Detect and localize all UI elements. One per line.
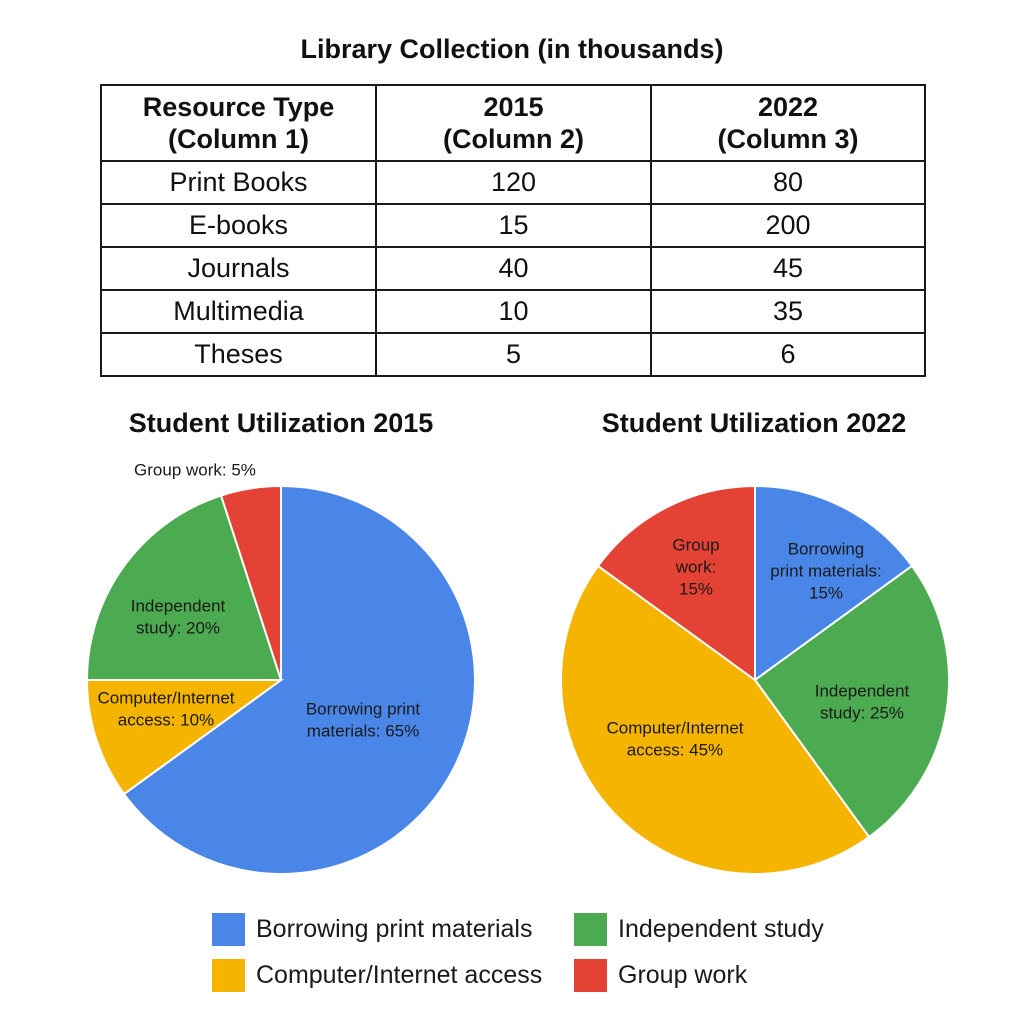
header-line: (Column 3) xyxy=(717,124,859,154)
slice-label: Computer/Internet access: 10% xyxy=(97,688,235,730)
table-cell: 40 xyxy=(376,247,651,290)
legend-item xyxy=(574,958,747,992)
legend-swatch xyxy=(212,959,245,992)
pie-2022 xyxy=(561,486,949,874)
header-line: 2015 xyxy=(483,92,544,122)
legend-label: Computer/Internet access xyxy=(256,960,543,989)
table-cell: 35 xyxy=(651,290,925,333)
legend-item xyxy=(212,958,542,992)
legend-item xyxy=(574,912,824,946)
table-cell: 10 xyxy=(376,290,651,333)
slice-label: Borrowing print materials: 65% xyxy=(305,699,421,741)
legend-item xyxy=(212,912,533,946)
legend-label: Independent study xyxy=(618,914,824,943)
slice-label: Computer/Internet access: 45% xyxy=(606,718,744,760)
table-cell: Print Books xyxy=(101,161,376,204)
legend-swatch xyxy=(574,959,607,992)
legend-swatch xyxy=(212,913,245,946)
table-cell: 45 xyxy=(651,247,925,290)
table-cell: E-books xyxy=(101,204,376,247)
legend xyxy=(212,910,852,1000)
table-cell: 15 xyxy=(376,204,651,247)
header-line: (Column 2) xyxy=(443,124,584,154)
slice-label: Borrowing print materials: 15% xyxy=(770,539,882,603)
table-cell: 6 xyxy=(651,333,925,376)
table-cell: 200 xyxy=(651,204,925,247)
slice-label: Independent study: 25% xyxy=(814,681,910,723)
pie-title-2015: Student Utilization 2015 xyxy=(128,408,434,438)
table-cell: 5 xyxy=(376,333,651,376)
legend-label: Borrowing print materials xyxy=(256,914,533,943)
table-cell: Multimedia xyxy=(101,290,376,333)
table-title: Library Collection (in thousands) xyxy=(300,34,724,64)
pie-title-2022: Student Utilization 2022 xyxy=(601,408,907,438)
header-line: 2022 xyxy=(757,92,819,122)
slice-label: Independent study: 20% xyxy=(130,596,226,638)
slice-label: Group work: 15% xyxy=(672,535,720,599)
header-line: (Column 1) xyxy=(168,124,309,154)
legend-label: Group work xyxy=(618,960,748,989)
table-cell: Theses xyxy=(101,333,376,376)
legend-swatch xyxy=(574,913,607,946)
slice-label: Group work: 5% xyxy=(134,460,256,480)
table-cell: 80 xyxy=(651,161,925,204)
header-line: Resource Type xyxy=(142,92,335,122)
pie-2015 xyxy=(87,460,475,874)
table-cell: 120 xyxy=(376,161,651,204)
table-cell: Journals xyxy=(101,247,376,290)
